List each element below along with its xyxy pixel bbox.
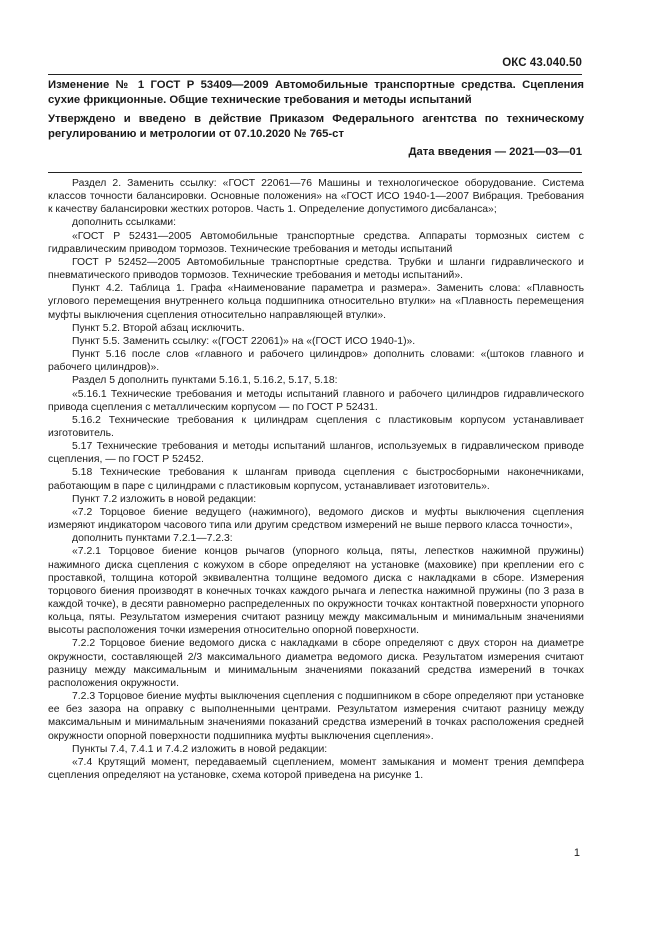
approval-statement: Утверждено и введено в действие Приказом Федерального агентства по техническому регулированию и метрологии от 07.10.2020 № 765-ст	[48, 113, 584, 140]
paragraph: «ГОСТ Р 52431—2005 Автомобильные транспортные средства. Аппараты тормозных систем с гидравлическим приводом тормозов. Технические требования и методы испытаний	[48, 230, 584, 255]
paragraph: дополнить пунктами 7.2.1—7.2.3:	[72, 533, 233, 545]
paragraph: «7.2 Торцовое биение ведущего (нажимного), ведомого дисков и муфты выключения сцепления измеряют индикатором часового типа или другим средством измерений не выше первого класса точности»,	[48, 506, 584, 532]
paragraph: 7.2.3 Торцовое биение муфты выключения сцепления с подшипником в сборе определяют при установке ее без зазора на оправку с выполненными центрами. Результатом измерения считают разницу между максимальным и минимальным значениями показаний средства измерений в точках расположения средней окружности опорной поверхности подшипника муфты выключения сцепления».	[48, 691, 584, 742]
paragraph: 5.16.2 Технические требования к цилиндрам сцепления с пластиковым корпусом устанавливает изготовитель.	[48, 414, 584, 439]
effective-date: Дата введения — 2021—03—01	[408, 146, 582, 158]
paragraph: Пункт 5.16 после слов «главного и рабочего цилиндров» дополнить словами: «(штоков главного и рабочего цилиндров)».	[48, 349, 584, 374]
paragraph: «7.2.1 Торцовое биение концов рычагов (упорного кольца, пяты, лепестков нажимной пружины) нажимного диска сцепления с кожухом в сборе определяют на установке (маховике) при креплении его с проставкой, толщина которой эквивалентна толщине ведомого диска с накладками в сборе. Измерения торцового биения производят в конечных точках каждого рычага и лепестка нажимной пружины (по 3 раза в каждой точке), в десяти равномерно распределенных по окружности точках контактной поверхности упорного кольца, пяты. Результатом измерения считают разницу между максимальным и минимальным значениями высоты расположения точки измерения относительно опорной поверхности.	[48, 546, 584, 637]
paragraph: ГОСТ Р 52452—2005 Автомобильные транспортные средства. Трубки и шланги гидравлического и пневматического приводов тормозов. Технические требования и методы испытаний».	[48, 256, 584, 282]
paragraph: Пункт 7.2 изложить в новой редакции:	[72, 493, 257, 505]
amendment-title: Изменение № 1 ГОСТ Р 53409—2009 Автомобильные транспортные средства. Сцепления сухие фрикционные. Общие технические требования и методы испытаний	[48, 79, 584, 106]
paragraph: Пункт 5.2. Второй абзац исключить.	[72, 322, 245, 334]
paragraph: Пункты 7.4, 7.4.1 и 7.4.2 изложить в новой редакции:	[72, 743, 328, 755]
paragraph: Пункт 4.2. Таблица 1. Графа «Наименование параметра и размера». Заменить слова: «Плавность углового перемещения внутреннего кольца подшипника относительно втулки» на «Плавность перемещения муфты выключения сцепления относительно направляющей втулки».	[48, 283, 584, 321]
paragraph: 5.17 Технические требования и методы испытаний шлангов, используемых в гидравлическом приводе сцепления, — по ГОСТ Р 52452.	[48, 441, 584, 466]
classification-code: ОКС 43.040.50	[502, 57, 582, 69]
paragraph: «7.4 Крутящий момент, передаваемый сцеплением, момент замыкания и момент трения демпфера сцепления определяют на установке, схема которой приведена на рисунке 1.	[48, 756, 584, 782]
top-rule	[48, 74, 582, 75]
page-number: 1	[573, 847, 580, 859]
header-rule	[48, 172, 582, 173]
paragraph: дополнить ссылками:	[72, 217, 176, 229]
paragraph: Раздел 5 дополнить пунктами 5.16.1, 5.16.2, 5.17, 5.18:	[72, 375, 338, 387]
paragraph: Пункт 5.5. Заменить ссылку: «(ГОСТ 22061)» на «(ГОСТ ИСО 1940-1)».	[72, 335, 416, 347]
paragraph: Раздел 2. Заменить ссылку: «ГОСТ 22061—76 Машины и технологическое оборудование. Система классов точности балансировки. Основные положения» на «ГОСТ ИСО 1940-1—2007 Вибрация. Требования к качеству балансировки жестких роторов. Часть 1. Определение допустимого дисбаланса»;	[48, 178, 584, 216]
paragraph: 5.18 Технические требования к шлангам привода сцепления с быстросборными наконечниками, работающим в паре с цилиндрами с пластиковым корпусом, устанавливает изготовитель».	[48, 467, 584, 492]
paragraph: «5.16.1 Технические требования и методы испытаний главного и рабочего цилиндров гидравлического привода сцепления с металлическим корпусом — по ГОСТ Р 52431.	[48, 388, 584, 413]
paragraph: 7.2.2 Торцовое биение ведомого диска с накладками в сборе определяют с двух сторон на диаметре окружности, составляющей 2/3 максимального диаметра ведомого диска. Результатом измерения считают разницу между максимальным и минимальным значениями показаний средства измерений в точках расположения окружности.	[48, 638, 584, 689]
document-body	[48, 177, 584, 782]
